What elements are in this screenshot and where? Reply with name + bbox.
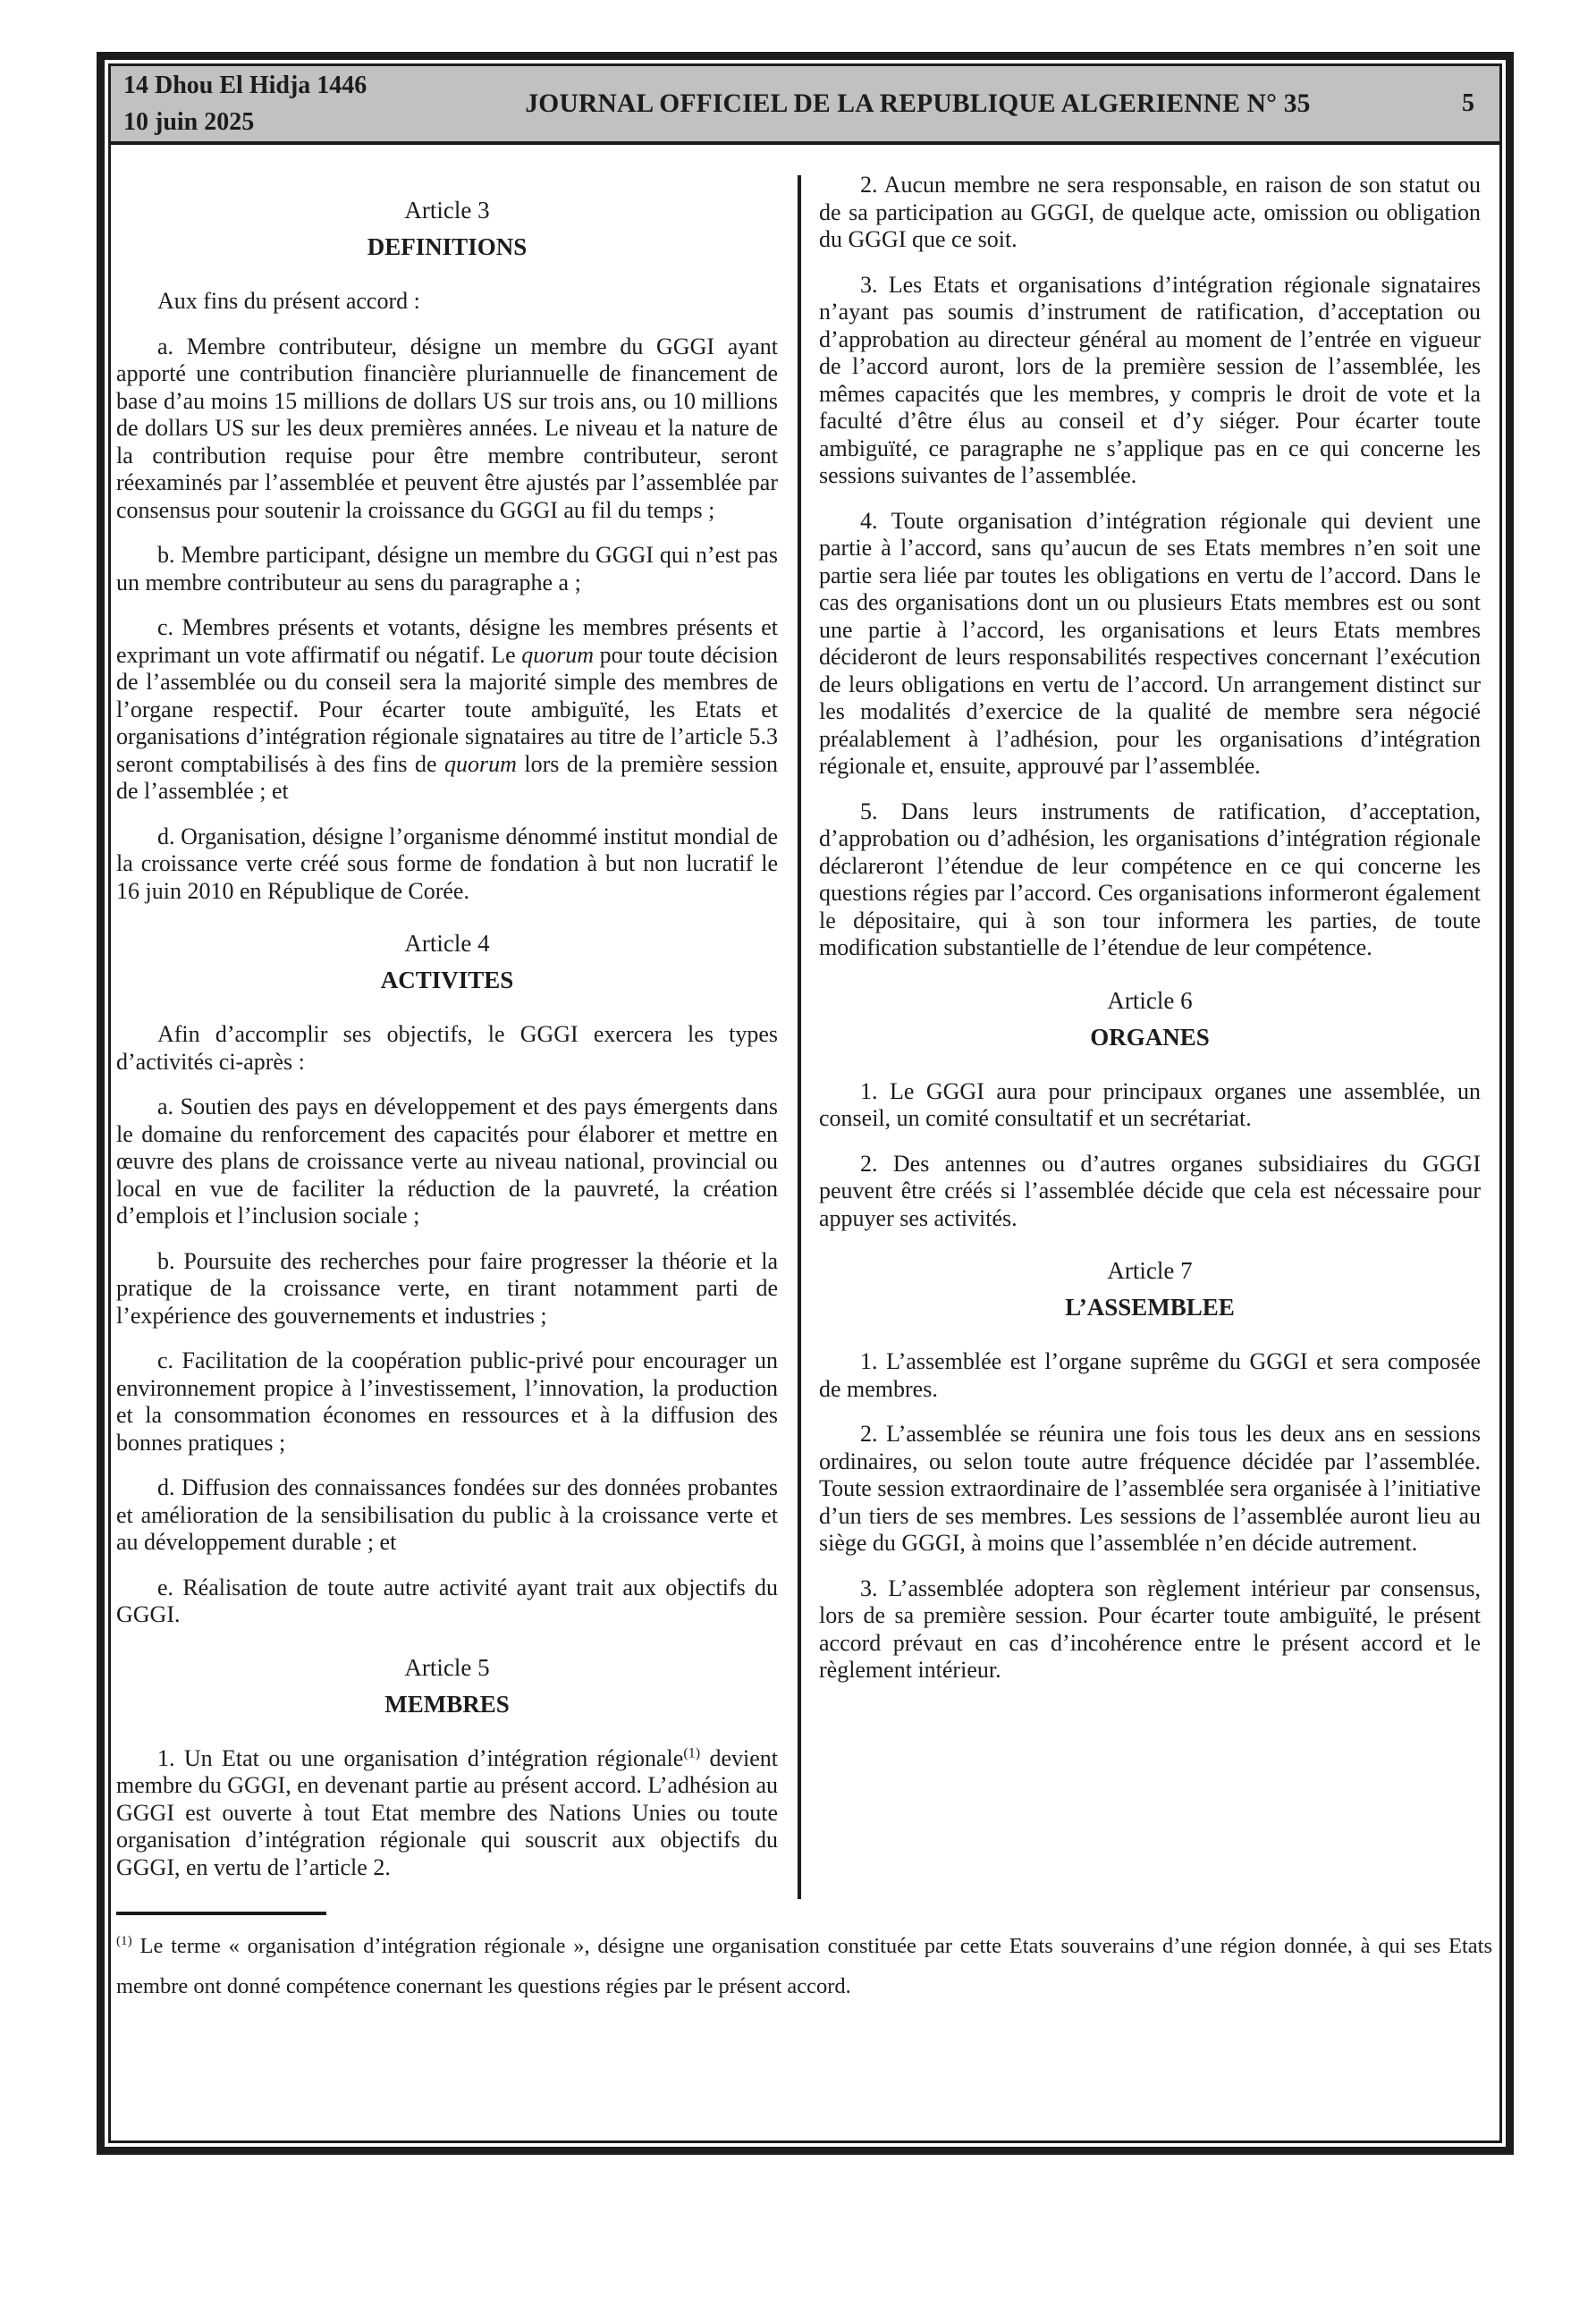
paragraph: 2. Aucun membre ne sera responsable, en raison de son statut ou de sa participation au GGGI, de quelque acte, omission ou obligation du GGGI que ce soit.: [819, 172, 1481, 252]
page-header: [111, 66, 1499, 145]
journal-page: [108, 63, 1502, 2143]
paragraph: d. Diffusion des connaissances fondées sur des données probantes et amélioration de la sensibilisation du public à la croissance verte et au développement durable ; et: [116, 1474, 778, 1555]
paragraph: a. Soutien des pays en développement et des pays émergents dans le domaine du renforcement des capacités pour élaborer et mettre en œuvre des plans de croissance verte au niveau national, provincial ou local en vue de faciliter la réduction de la pauvreté, la création d’emplois et l’inclusion sociale ;: [116, 1093, 778, 1229]
footnote-separator-rule: [116, 1912, 326, 1915]
paragraph: 3. L’assemblée adoptera son règlement intérieur par consensus, lors de sa première session. Pour écarter toute ambiguïté, le présent accord prévaut en cas d’incohérence entre le présent accord et le règlement intérieur.: [819, 1575, 1481, 1683]
gregorian-date: 10 juin 2025: [123, 108, 255, 136]
paragraph: d. Organisation, désigne l’organisme dénommé institut mondial de la croissance verte créé sous forme de fondation à but non lucratif le 16 juin 2010 en République de Corée.: [116, 823, 778, 904]
paragraph: a. Membre contributeur, désigne un membre du GGGI ayant apporté une contribution financière pluriannuelle de financement de base d’au moins 15 millions de dollars US sur trois ans, ou 10 millions de dollars US sur les deux premières années. Le niveau et la nature de la contribution requise pour être membre contributeur, seront réexaminés par l’assemblée et peuvent être ajustés par l’assemblée par consensus pour soutenir la croissance du GGGI au fil du temps ;: [116, 333, 778, 523]
article-number: Article 5: [404, 1653, 490, 1681]
paragraph: 1. Un Etat ou une organisation d’intégration régionale$^{(1)}$ devient membre du GGGI, en devenant partie au présent accord. L’adhésion au GGGI est ouverte à tout Etat membre des Nations Unies ou toute organisation d’intégration régionale qui souscrit aux objectifs du GGGI, en vertu de l’article 2.: [116, 1744, 778, 1880]
left-column: [116, 172, 778, 1899]
page-number: 5: [1462, 89, 1474, 117]
paragraph: Aux fins du présent accord :: [157, 288, 420, 314]
article-number: Article 4: [404, 930, 490, 957]
hijri-date: 14 Dhou El Hidja 1446: [123, 72, 367, 99]
paragraph: 3. Les Etats et organisations d’intégration régionale signataires n’ayant pas soumis d’instrument de ratification, d’acceptation ou d’approbation au directeur général au moment de l’entrée en vigueur de l’accord auront, lors de la première session de l’assemblée, les mêmes capacités que les membres, y compris le droit de vote et la faculté d’être élus au conseil et d’y siéger. Pour écarter toute ambiguïté, ce paragraphe ne s’applique pas en ce qui concerne les sessions suivantes de l’assemblée.: [819, 271, 1481, 488]
article-number: Article 6: [1107, 986, 1193, 1014]
journal-title: JOURNAL OFFICIEL DE LA REPUBLIQUE ALGERIENNE N° 35: [525, 89, 1311, 118]
article-number: Article 3: [404, 197, 490, 224]
article-title: MEMBRES: [384, 1690, 510, 1718]
right-column: [819, 172, 1481, 1899]
paragraph: 2. Des antennes ou d’autres organes subsidiaires du GGGI peuvent être créés si l’assemblée décide que cela est nécessaire pour appuyer ses activités.: [819, 1150, 1481, 1231]
article-title: L’ASSEMBLEE: [1065, 1294, 1235, 1321]
article-title: DEFINITIONS: [367, 233, 528, 260]
paragraph: 4. Toute organisation d’intégration régionale qui devient une partie à l’accord, sans qu’aucun de ses Etats membres n’en soit une partie sera liée par toutes les obligations en vertu de l’accord. Dans le cas des organisations dont un ou plusieurs Etats membres est ou sont une partie à l’accord, les organisations et leurs Etats membres décideront de leurs responsabilités respectives concernant l’exécution de leurs obligations en vertu de l’accord. Un arrangement distinct sur les modalités d’exercice de la qualité de membre sera négocié préalablement à l’adhésion, pour les organisations d’intégration régionale et, ensuite, approuvé par l’assemblée.: [819, 507, 1481, 779]
article-title: ORGANES: [1090, 1023, 1210, 1051]
article-title: ACTIVITES: [380, 967, 514, 993]
article-number: Article 7: [1107, 1257, 1193, 1284]
paragraph: e. Réalisation de toute autre activité ayant trait aux objectifs du GGGI.: [116, 1574, 778, 1627]
paragraph: 1. L’assemblée est l’organe suprême du GGGI et sera composée de membres.: [819, 1348, 1481, 1402]
paragraph: 5. Dans leurs instruments de ratification, d’acceptation, d’approbation ou d’adhésion, les organisations d’intégration régionale déclareront l’étendue de leur compétence en ce qui concerne les questions régies par l’accord. Ces organisations informeront également le dépositaire, qui à son tour informera les parties, de toute modification substantielle de l’étendue de leur compétence.: [819, 798, 1481, 960]
two-column-text: [111, 145, 1499, 1899]
paragraph: c. Facilitation de la coopération public-privé pour encourager un environnement propice à l’investissement, l’innovation, la production et la consommation économes en ressources et à la diffusion des bonnes pratiques ;: [116, 1347, 778, 1456]
paragraph: 1. Le GGGI aura pour principaux organes une assemblée, un conseil, un comité consultatif et un secrétariat.: [819, 1077, 1481, 1131]
paragraph: 2. L’assemblée se réunira une fois tous les deux ans en sessions ordinaires, ou selon toute autre fréquence décidée par l’assemblée. Toute session extraordinaire de l’assemblée sera organisée à l’initiative d’un tiers de ses membres. Les sessions de l’assemblée auront lieu au siège du GGGI, à moins que l’assemblée n’en décide autrement.: [819, 1421, 1481, 1556]
paragraph: Afin d’accomplir ses objectifs, le GGGI exercera les types d’activités ci-après :: [116, 1021, 778, 1075]
footnote-text: $^{(1)}$ Le terme « organisation d’intégration régionale », désigne une organisation constituée par cette Etats souverains d’une région donnée, à qui ses Etats membre ont donné compétence conernant les questions régies par le présent accord.: [116, 1932, 1492, 1998]
paragraph: c. Membres présents et votants, désigne les membres présents et exprimant un vote affirmatif ou négatif. Le quorum pour toute décision de l’assemblée ou du conseil sera la majorité simple des membres de l’organe respectif. Pour écarter toute ambiguïté, les Etats et organisations d’intégration régionale signataires au titre de l’article 5.3 seront comptabilisés à des fins de quorum lors de la première session de l’assemblée ; et: [116, 614, 778, 804]
footnote: [116, 1912, 1499, 2006]
paragraph: b. Membre participant, désigne un membre du GGGI qui n’est pas un membre contributeur au sens du paragraphe a ;: [116, 542, 778, 595]
column-divider-rule: [798, 175, 801, 1899]
header-dates: [123, 67, 418, 140]
paragraph: b. Poursuite des recherches pour faire progresser la théorie et la pratique de la croissance verte, en tirant notamment parti de l’expérience des gouvernements et industries ;: [116, 1247, 778, 1329]
